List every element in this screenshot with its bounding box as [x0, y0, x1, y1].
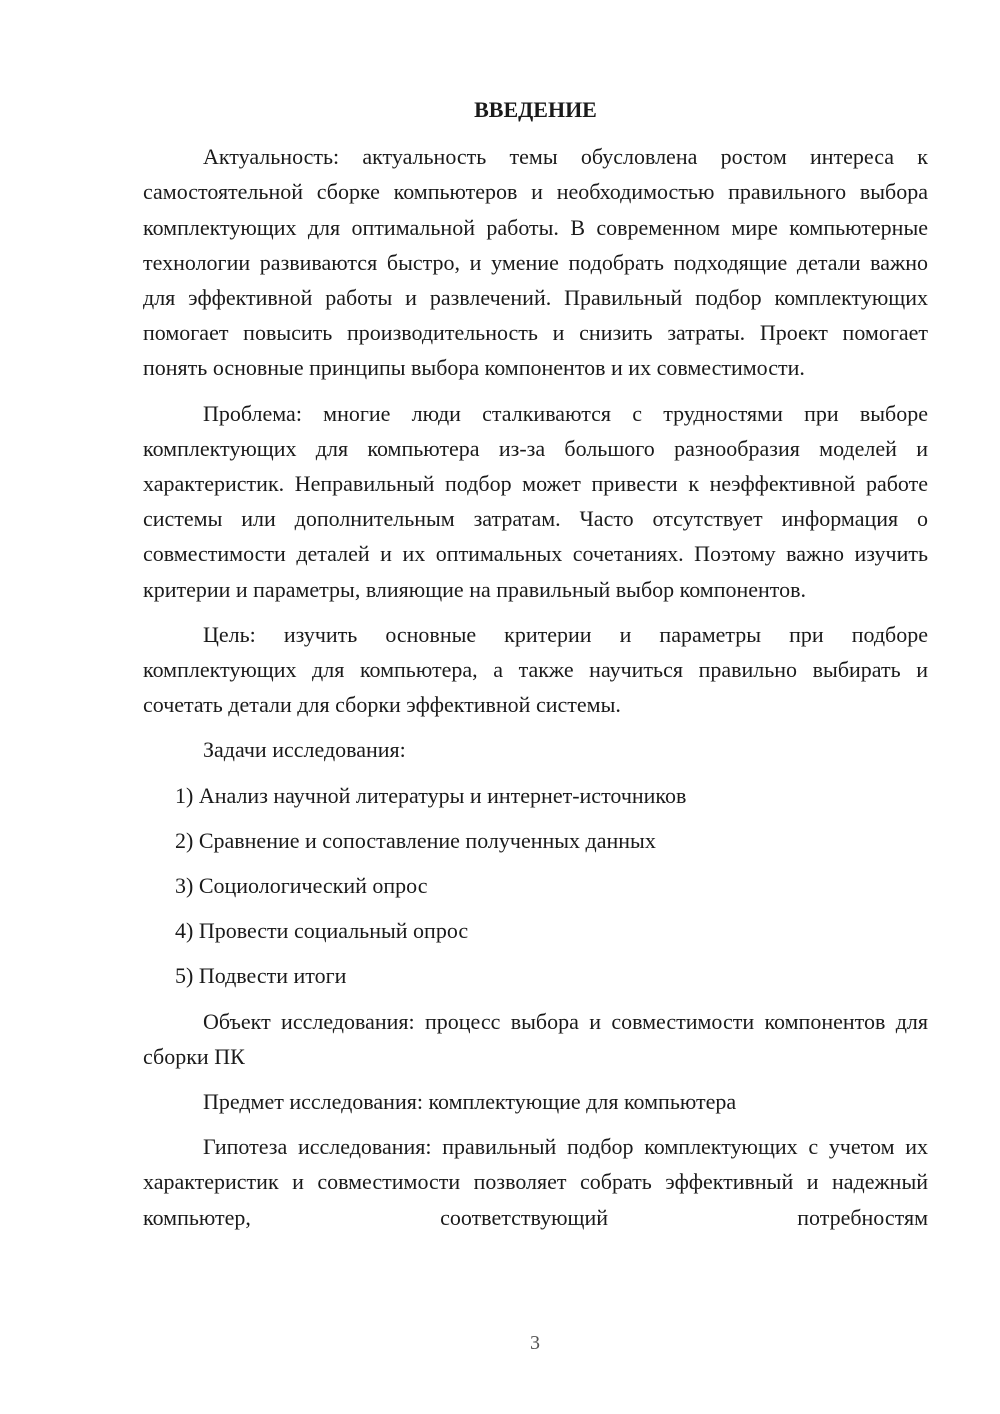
hypothesis-paragraph: Гипотеза исследования: правильный подбор комплектующих с учетом их характеристик и совместимости позволяет собрать эффективный и надежный компьютер, соответствующий потребностям	[143, 1134, 928, 1230]
list-item: 2) Сравнение и сопоставление полученных данных	[175, 827, 656, 853]
list-item: 1) Анализ научной литературы и интернет-источников	[175, 782, 687, 808]
tasks-title: Задачи исследования:	[203, 737, 406, 763]
tasks-list	[143, 778, 928, 994]
document-page	[143, 92, 928, 1245]
subject-paragraph: Предмет исследования: комплектующие для компьютера	[203, 1089, 737, 1115]
goal-paragraph: Цель: изучить основные критерии и параметры при подборе комплектующих для компьютера, а также научиться правильно выбирать и сочетать детали для сборки эффективной системы.	[143, 621, 928, 718]
section-heading: ВВЕДЕНИЕ	[474, 97, 597, 122]
list-item: 3) Социологический опрос	[175, 873, 428, 899]
object-paragraph: Объект исследования: процесс выбора и совместимости компонентов для сборки ПК	[143, 1008, 928, 1069]
relevance-paragraph: Актуальность: актуальность темы обусловлена ростом интереса к самостоятельной сборке компьютеров и необходимостью правильного выбора комплектующих для оптимальной работы. В современном мире компьютерные технологии развиваются быстро, и умение подобрать подходящие детали важно для эффективной работы и развлечений. Правильный подбор комплектующих помогает повысить производительность и снизить затраты. Проект помогает понять основные принципы выбора компонентов и их совместимости.	[143, 144, 928, 381]
problem-paragraph: Проблема: многие люди сталкиваются с трудностями при выборе комплектующих для компьютера из-за большого разнообразия моделей и характеристик. Неправильный подбор может привести к неэффективной работе системы или дополнительным затратам. Часто отсутствует информация о совместимости деталей и их оптимальных сочетаниях. Поэтому важно изучить критерии и параметры, влияющие на правильный выбор компонентов.	[143, 400, 928, 602]
list-item: 4) Провести социальный опрос	[175, 918, 469, 944]
list-item: 5) Подвести итоги	[175, 963, 347, 989]
page-number: 3	[530, 1332, 540, 1354]
